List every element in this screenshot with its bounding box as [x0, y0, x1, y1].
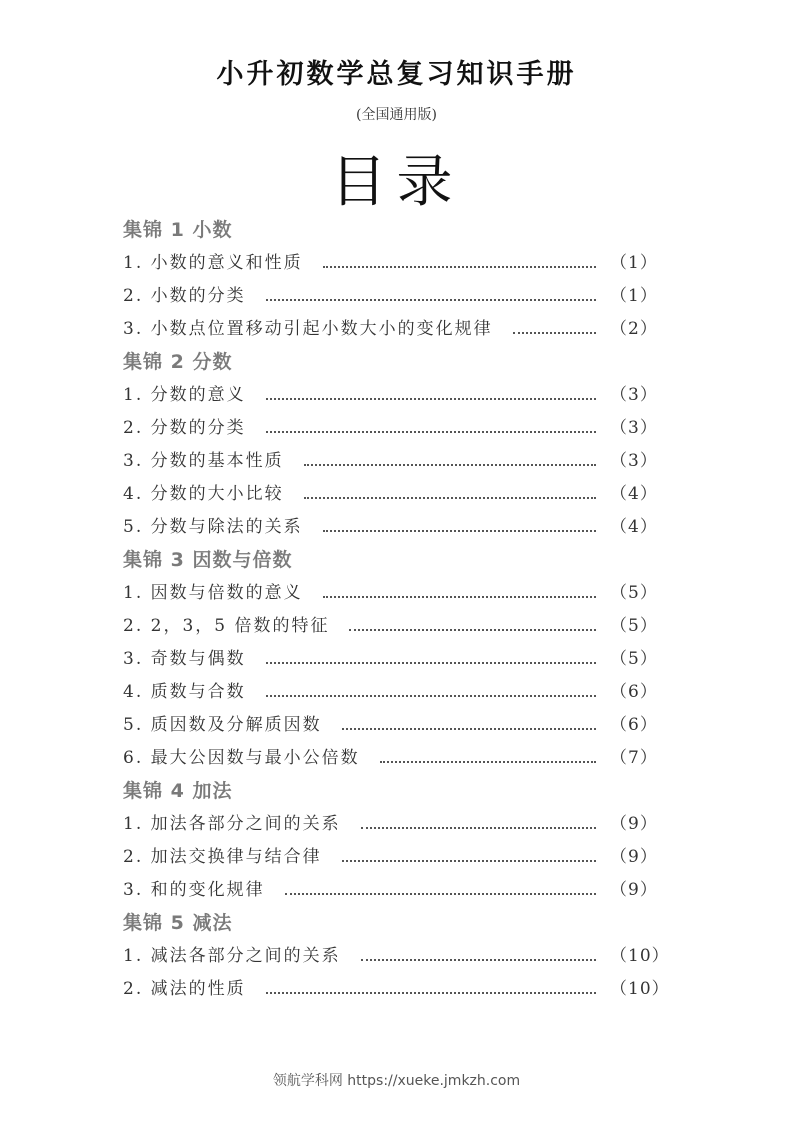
dot-leader: [304, 495, 596, 499]
dot-leader: [285, 891, 596, 895]
toc-entry-label: 5. 分数与除法的关系: [123, 517, 303, 537]
toc-entry-page: （10）: [610, 946, 670, 966]
toc-entry-label: 3. 小数点位置移动引起小数大小的变化规律: [123, 319, 493, 339]
dot-leader: [266, 693, 596, 697]
dot-leader: [304, 462, 596, 466]
toc-entry-page: （3）: [610, 418, 658, 438]
document-title: 小升初数学总复习知识手册: [216, 59, 577, 90]
toc-entry-label: 1. 加法各部分之间的关系: [123, 814, 341, 834]
toc-entry-label: 1. 减法各部分之间的关系: [123, 946, 341, 966]
toc-entry-label: 1. 小数的意义和性质: [123, 253, 303, 273]
toc-entry-label: 5. 质因数及分解质因数: [123, 715, 322, 735]
dot-leader: [323, 528, 596, 532]
toc-entry-page: （5）: [610, 583, 658, 603]
toc-entry[interactable]: [123, 940, 668, 973]
section-heading: 集锦 4 加法: [123, 780, 233, 802]
toc-entry-page: （6）: [610, 715, 658, 735]
table-of-contents: [123, 214, 668, 1006]
toc-entry-label: 6. 最大公因数与最小公倍数: [123, 748, 360, 768]
dot-leader: [513, 330, 596, 334]
section-heading: 集锦 1 小数: [123, 219, 233, 241]
toc-entry-page: （7）: [610, 748, 658, 768]
toc-entry-label: 2. 减法的性质: [123, 979, 246, 999]
document-subtitle: (全国通用版): [356, 107, 437, 123]
toc-entry[interactable]: [123, 643, 668, 676]
toc-entry[interactable]: [123, 610, 668, 643]
dot-leader: [342, 858, 596, 862]
dot-leader: [349, 627, 596, 631]
toc-entry-label: 3. 分数的基本性质: [123, 451, 284, 471]
toc-entry[interactable]: [123, 247, 668, 280]
dot-leader: [361, 957, 596, 961]
toc-entry-label: 2. 加法交换律与结合律: [123, 847, 322, 867]
toc-entry[interactable]: [123, 478, 668, 511]
toc-entry-label: 1. 因数与倍数的意义: [123, 583, 303, 603]
toc-entry-page: （4）: [610, 517, 658, 537]
toc-entry[interactable]: [123, 742, 668, 775]
toc-entry[interactable]: [123, 874, 668, 907]
dot-leader: [266, 660, 596, 664]
toc-entry-page: （5）: [610, 649, 658, 669]
dot-leader: [323, 264, 596, 268]
toc-entry[interactable]: [123, 973, 668, 1006]
dot-leader: [266, 990, 596, 994]
toc-entry-page: （9）: [610, 847, 658, 867]
toc-heading: 目录: [330, 150, 463, 215]
toc-entry-page: （9）: [610, 814, 658, 834]
dot-leader: [323, 594, 596, 598]
dot-leader: [266, 429, 596, 433]
toc-entry[interactable]: [123, 313, 668, 346]
toc-entry-page: （9）: [610, 880, 658, 900]
toc-entry-page: （1）: [610, 286, 658, 306]
toc-entry[interactable]: [123, 280, 668, 313]
toc-entry[interactable]: [123, 445, 668, 478]
toc-entry[interactable]: [123, 577, 668, 610]
toc-entry-label: 2. 小数的分类: [123, 286, 246, 306]
section-heading: 集锦 2 分数: [123, 351, 233, 373]
toc-entry-page: （1）: [610, 253, 658, 273]
toc-entry-label: 4. 分数的大小比较: [123, 484, 284, 504]
toc-entry-page: （4）: [610, 484, 658, 504]
toc-entry[interactable]: [123, 412, 668, 445]
dot-leader: [342, 726, 596, 730]
section-heading: 集锦 5 减法: [123, 912, 233, 934]
dot-leader: [266, 396, 596, 400]
toc-entry[interactable]: [123, 709, 668, 742]
toc-entry-page: （5）: [610, 616, 658, 636]
dot-leader: [380, 759, 596, 763]
dot-leader: [361, 825, 596, 829]
toc-entry[interactable]: [123, 841, 668, 874]
toc-entry-label: 1. 分数的意义: [123, 385, 246, 405]
toc-entry[interactable]: [123, 379, 668, 412]
toc-entry[interactable]: [123, 808, 668, 841]
dot-leader: [266, 297, 596, 301]
toc-entry[interactable]: [123, 676, 668, 709]
toc-entry-page: （2）: [610, 319, 658, 339]
toc-entry-label: 2. 分数的分类: [123, 418, 246, 438]
toc-entry-page: （10）: [610, 979, 670, 999]
toc-entry-label: 3. 和的变化规律: [123, 880, 265, 900]
toc-entry-label: 3. 奇数与偶数: [123, 649, 246, 669]
toc-entry-page: （3）: [610, 385, 658, 405]
toc-entry-label: 2. 2，3，5 倍数的特征: [123, 616, 330, 636]
toc-entry-page: （6）: [610, 682, 658, 702]
footer-source: 领航学科网 https://xueke.jmkzh.com: [272, 1073, 521, 1089]
toc-entry-label: 4. 质数与合数: [123, 682, 246, 702]
section-heading: 集锦 3 因数与倍数: [123, 549, 293, 571]
toc-entry-page: （3）: [610, 451, 658, 471]
toc-entry[interactable]: [123, 511, 668, 544]
